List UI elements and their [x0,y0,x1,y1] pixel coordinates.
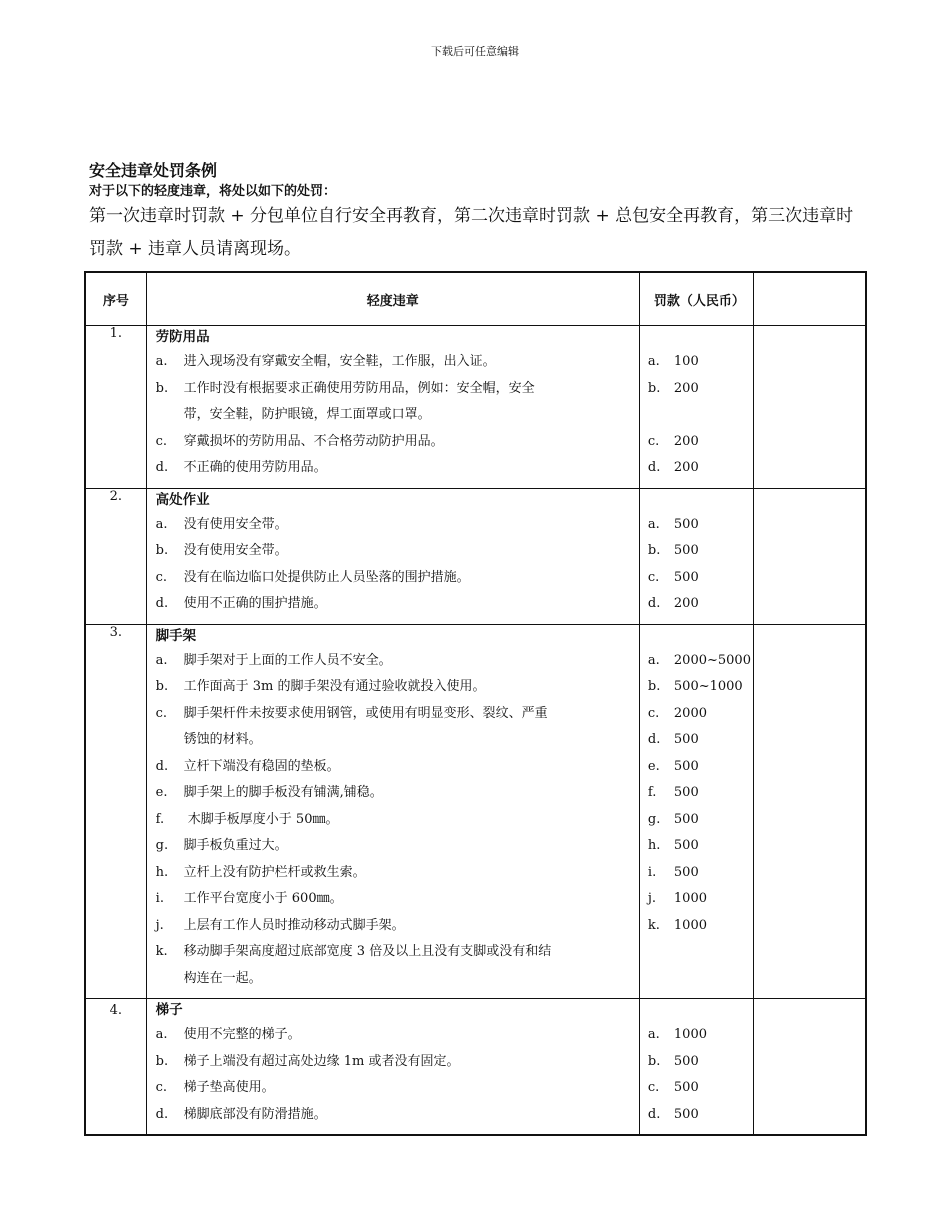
fine-value: 2000 [673,705,707,721]
item-text: 使用不完整的梯子。 [183,1027,301,1042]
violation-item [147,701,639,728]
item-text: 梯子上端没有超过高处边缘 1m 或者没有固定。 [183,1053,460,1069]
violation-item [147,807,639,834]
fine-item [640,833,753,860]
violation-item [147,402,639,429]
item-text: 工作面高于 3m 的脚手架没有通过验收就投入使用。 [183,679,486,694]
fine-item [640,727,753,754]
violation-item [147,1075,639,1102]
fine-item [640,455,753,482]
fine-value: 200 [673,596,699,611]
fine-list [640,326,753,482]
violation-item [147,754,639,781]
fine-value: 100 [673,354,699,369]
violation-item [147,1049,639,1076]
table-row [85,488,866,624]
fine-letter: j. [647,891,657,906]
fine-item [640,376,753,403]
fine-letter: c. [647,705,660,721]
fine-item [640,674,753,701]
violation-cell [146,999,639,1136]
document-subtitle: 对于以下的轻度违章，将处以如下的处罚： [89,184,337,199]
item-letter: h. [155,864,169,880]
fine-value: 500 [673,1106,699,1122]
violation-item [147,674,639,701]
page-header-note: 下载后可任意编辑 [431,45,519,58]
item-text: 工作时没有根据要求正确使用劳防用品，例如：安全帽，安全 [183,380,535,396]
item-text: 锈蚀的材料。 [183,732,262,747]
extra-cell [754,999,866,1136]
item-text: 木脚手板厚度小于 50㎜。 [183,811,339,827]
violation-item [147,349,639,376]
fine-letter: b. [647,380,661,396]
fine-value: 500 [673,838,699,853]
fine-item [640,429,753,456]
row-number: 2. [85,488,146,624]
violation-item [147,939,639,966]
item-text: 没有使用安全带。 [183,543,288,558]
fine-letter: a. [647,516,660,532]
item-letter: c. [155,433,168,449]
item-text: 移动脚手架高度超过底部宽度 3 倍及以上且没有支脚或没有和结 [183,944,552,959]
header-no: 序号 [85,272,146,326]
cell-padding [147,992,639,998]
row-number: 1. [85,326,146,489]
fine-letter: a. [647,354,660,369]
item-text: 带，安全鞋，防护眼镜，焊工面罩或口罩。 [183,407,431,422]
document-title: 安全违章处罚条例 [89,161,218,180]
category-label: 高处作业 [155,491,210,508]
item-text: 脚手架上的脚手板没有铺满,铺稳。 [183,785,383,800]
fine-spacer [640,402,753,429]
item-letter: b. [155,543,169,558]
item-text: 脚手架杆件未按要求使用钢管，或使用有明显变形、裂纹、严重 [183,705,548,721]
fine-item [640,349,753,376]
item-text: 脚手板负重过大。 [183,838,288,853]
fine-letter: h. [647,838,661,853]
violation-item [147,538,639,565]
table-row [85,999,866,1136]
row-number: 4. [85,999,146,1136]
fine-item [640,1075,753,1102]
fine-letter: b. [647,679,661,694]
fine-letter: a. [647,1027,660,1042]
fine-cell [639,624,753,999]
violation-item [147,886,639,913]
item-text: 构连在一起。 [183,970,262,986]
fine-item [640,754,753,781]
fine-value: 1000 [673,917,707,933]
item-text: 立杆上没有防护栏杆或救生索。 [183,864,366,880]
violation-item [147,565,639,592]
fine-letter: a. [647,652,660,668]
item-letter: a. [155,652,168,668]
fine-value: 500 [673,732,699,747]
item-letter: c. [155,569,168,585]
fine-item [640,701,753,728]
fine-value: 500 [673,758,699,774]
violation-item [147,648,639,675]
item-text: 没有在临边临口处提供防止人员坠落的围护措施。 [183,569,470,585]
violation-item [147,966,639,993]
violation-item [147,512,639,539]
fine-value: 2000~5000 [673,652,751,668]
table-row [85,624,866,999]
violation-item [147,727,639,754]
item-text: 工作平台宽度小于 600㎜。 [183,891,343,906]
violation-item [147,833,639,860]
fine-list [640,999,753,1128]
item-text: 立杆下端没有稳固的垫板。 [183,758,340,774]
fine-list [640,489,753,618]
cell-padding [147,1128,639,1134]
item-letter: d. [155,596,169,611]
fine-letter: c. [647,569,660,585]
fine-value: 200 [673,433,699,449]
item-letter: c. [155,1080,168,1095]
item-letter: a. [155,1027,168,1042]
fine-item [640,913,753,940]
extra-cell [754,326,866,489]
fine-value: 500 [673,569,699,585]
fine-letter: f. [647,785,657,800]
fine-letter: c. [647,1080,660,1095]
fine-value: 1000 [673,891,707,906]
table-row [85,326,866,489]
item-letter: i. [155,891,164,906]
violation-item [147,455,639,482]
item-text: 进入现场没有穿戴安全帽，安全鞋，工作服，出入证。 [183,354,496,369]
item-letter: b. [155,679,169,694]
fine-item [640,1022,753,1049]
intro-paragraph: 第一次违章时罚款 + 分包单位自行安全再教育，第二次违章时罚款 + 总包安全再教育，第三次违章时罚款 + 违章人员请离现场。 [89,206,854,259]
item-text: 脚手架对于上面的工作人员不安全。 [183,652,392,668]
fine-value: 500 [673,1080,699,1095]
item-letter: b. [155,380,169,396]
header-extra [754,272,866,326]
fine-item [640,1049,753,1076]
fine-item [640,807,753,834]
violation-item [147,1102,639,1129]
violation-item [147,913,639,940]
item-letter: a. [155,516,168,532]
item-text: 不正确的使用劳防用品。 [183,460,327,475]
fine-letter: d. [647,732,661,747]
table-body [85,326,866,1136]
fine-value: 500 [673,785,699,800]
fine-letter: d. [647,596,661,611]
fine-value: 500 [673,543,699,558]
category-label: 梯子 [155,1002,183,1018]
fine-value: 500~1000 [673,679,743,694]
violation-cell [146,488,639,624]
extra-cell [754,488,866,624]
violation-item [147,429,639,456]
fine-letter: k. [647,917,660,933]
item-text: 没有使用安全带。 [183,516,288,532]
fine-letter: i. [647,864,657,880]
fine-value: 500 [673,1053,699,1069]
fine-list [640,625,753,940]
cell-padding [147,482,639,488]
item-text: 使用不正确的围护措施。 [183,596,327,611]
header-item: 轻度违章 [146,272,639,326]
item-letter: d. [155,1106,169,1122]
item-letter: f. [155,811,165,827]
fine-cell [639,999,753,1136]
fine-cell [639,488,753,624]
fine-value: 200 [673,460,699,475]
item-letter: c. [155,705,168,721]
fine-letter: d. [647,460,661,475]
violation-item [147,860,639,887]
fine-letter: b. [647,543,661,558]
item-letter: b. [155,1053,169,1069]
item-letter: d. [155,758,169,774]
fine-letter: g. [647,811,661,827]
fine-item [640,591,753,618]
violation-item [147,376,639,403]
fine-item [640,512,753,539]
violation-item [147,591,639,618]
item-letter: d. [155,460,169,475]
fine-letter: e. [647,758,660,774]
fine-item [640,565,753,592]
fine-item [640,860,753,887]
fine-value: 200 [673,380,699,396]
item-letter: e. [155,785,168,800]
fine-item [640,1102,753,1129]
fine-cell [639,326,753,489]
fine-value: 500 [673,864,699,880]
violation-item [147,1022,639,1049]
fine-value: 500 [673,516,699,532]
item-letter: g. [155,838,169,853]
fine-item [640,886,753,913]
category-label: 脚手架 [155,627,197,644]
row-number: 3. [85,624,146,999]
fine-letter: d. [647,1106,661,1122]
item-text: 梯子垫高使用。 [183,1080,275,1095]
violation-cell [146,326,639,489]
item-text: 梯脚底部没有防滑措施。 [183,1106,327,1122]
fine-item [640,648,753,675]
violation-item [147,780,639,807]
violation-cell [146,624,639,999]
item-letter: k. [155,944,168,959]
fine-item [640,538,753,565]
cell-padding [147,618,639,624]
category-label: 劳防用品 [155,329,210,345]
item-letter: j. [155,917,164,933]
fine-letter: b. [647,1053,661,1069]
table-header-row [85,272,866,326]
fine-letter: c. [647,433,660,449]
violation-table [84,271,867,1136]
fine-value: 500 [673,811,699,827]
extra-cell [754,624,866,999]
item-letter: a. [155,354,168,369]
fine-value: 1000 [673,1027,707,1042]
item-text: 上层有工作人员时推动移动式脚手架。 [183,917,405,933]
item-text: 穿戴损坏的劳防用品、不合格劳动防护用品。 [183,433,444,449]
header-fine: 罚款（人民币） [639,272,753,326]
fine-item [640,780,753,807]
